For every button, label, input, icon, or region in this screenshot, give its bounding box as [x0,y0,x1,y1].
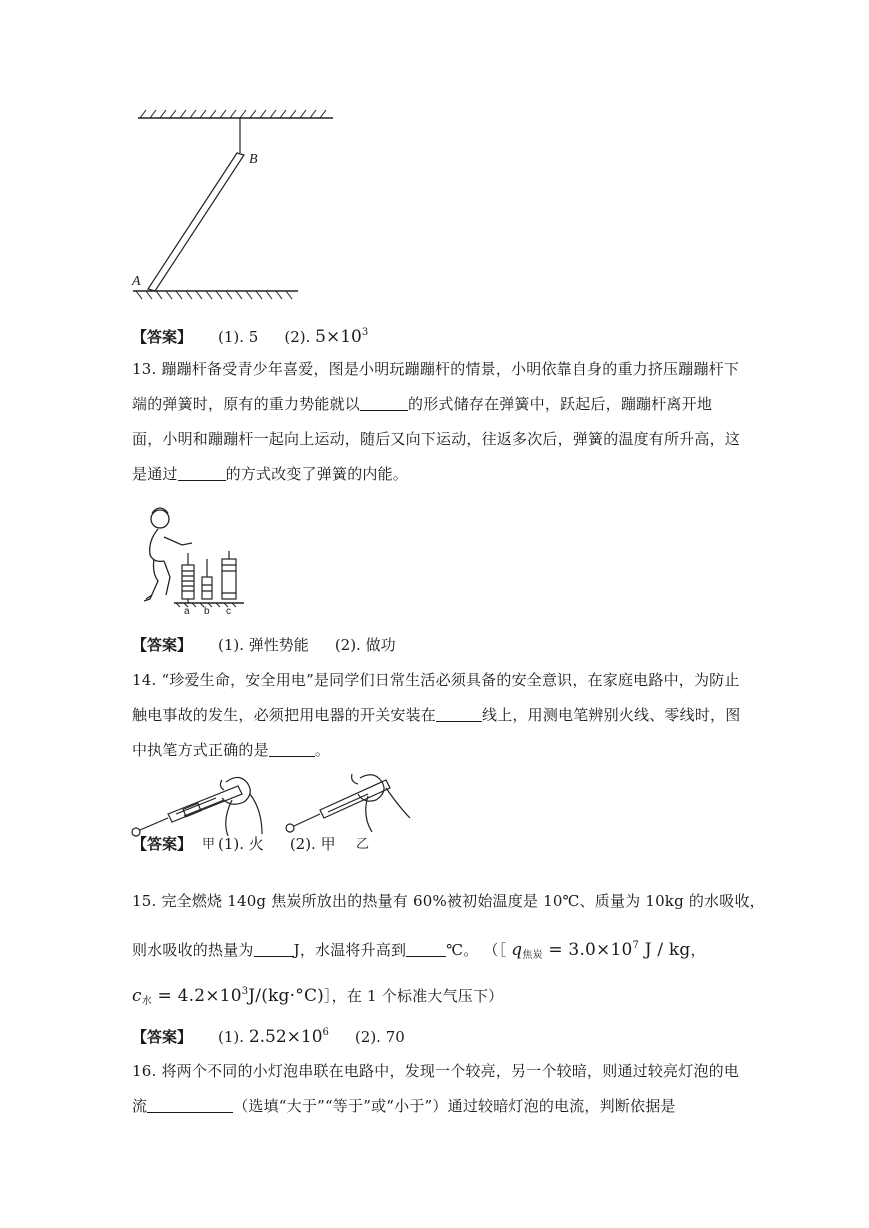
answer-blank [178,466,226,481]
answer-part-2: (2). 做功 [334,636,396,654]
answer-blank [147,1098,233,1113]
answer-15 [132,1022,405,1048]
answer-tag: 【答案】 [132,835,193,853]
question-14: 14. “珍爱生命，安全用电”是同学们日常生活必须具备的安全意识，在家庭电路中，为防止触电事故的发生，必须把用电器的开关安装在 线上，用测电笔辨别火线、零线时，图中执笔方式正确的是 。 [132,671,741,759]
answer-blank [254,942,294,957]
answer-part-1: (1). 5 [218,328,259,346]
answer-12 [132,322,368,348]
answer-part-1-prefix: (1). [218,1028,245,1046]
answer-part-2: (2). 甲 [289,835,336,853]
answer-blank [436,707,482,722]
answer-14 [132,833,336,855]
answer-part-1: (1). 火 [218,835,264,853]
rod-ceiling-figure [128,108,338,303]
label-b-small: b [204,606,210,615]
question-15-line-3: $c_水$ = $4.2\times 10^3J/(kg\cdot^\circ C)]$，在 1 个标准大气压下） [132,986,504,1007]
answer-blank [406,942,446,957]
answer-blank [360,396,408,411]
answer-part-1: (1). 弹性势能 [218,636,309,654]
label-jia: 甲 [202,837,216,850]
answer-part-2-math: $5\times 10^3$ [315,327,369,347]
pogo-stick-figure [136,503,256,615]
question-16: 16. 将两个不同的小灯泡串联在电路中，发现一个较亮，另一个较暗，则通过较亮灯泡的电 流 （选填“大于”“等于”或“小于”）通过较暗灯泡的电流，判断依据是 [132,1062,740,1115]
answer-part-1-math: $2.52\times 10^6$ [248,1027,329,1047]
answer-tag: 【答案】 [132,636,193,654]
question-number: 16. [132,1062,157,1080]
label-a: A [132,274,141,289]
question-15: 15. 完全燃烧 140g 焦炭所放出的热量有 60%被初始温度是 10℃、质量为 10kg 的水吸收， [132,892,765,910]
answer-part-2-prefix: (2). [284,328,311,346]
label-yi: 乙 [356,837,370,850]
question-number: 13. [132,360,157,378]
label-c-small: c [226,606,231,615]
answer-tag: 【答案】 [132,328,193,346]
answer-tag: 【答案】 [132,1028,193,1046]
answer-blank [269,742,315,757]
formula-q-coke: $q_{焦炭} = 3.0\times 10^7$ J / kg [511,940,691,961]
answer-part-2: (2). 70 [354,1028,405,1046]
label-a-small: a [184,606,190,615]
formula-c-water: $c_水 = 4.2\times 10^3J/(kg\cdot^\circ C)$ [132,986,324,1007]
label-b: B [249,152,258,167]
answer-13 [132,634,396,656]
question-15-line-2: 则水吸收的热量为 J，水温将升高到 ℃。 （［ $q_{焦炭} = 3.0\times 10^7$ J / kg， [132,940,706,961]
question-number: 15. [132,892,157,910]
question-number: 14. [132,671,157,689]
question-13: 13. 蹦蹦杆备受青少年喜爱，图是小明玩蹦蹦杆的情景，小明依靠自身的重力挤压蹦蹦杆下端的弹簧时，原有的重力势能就以 的形式储存在弹簧中，跃起后，蹦蹦杆离开地面，小明和蹦蹦杆一起向上运动，随后又向下运动，往返多次后，弹簧的温度有所升高，这是通过 的方式改变了弹簧的内能。 [132,360,741,483]
